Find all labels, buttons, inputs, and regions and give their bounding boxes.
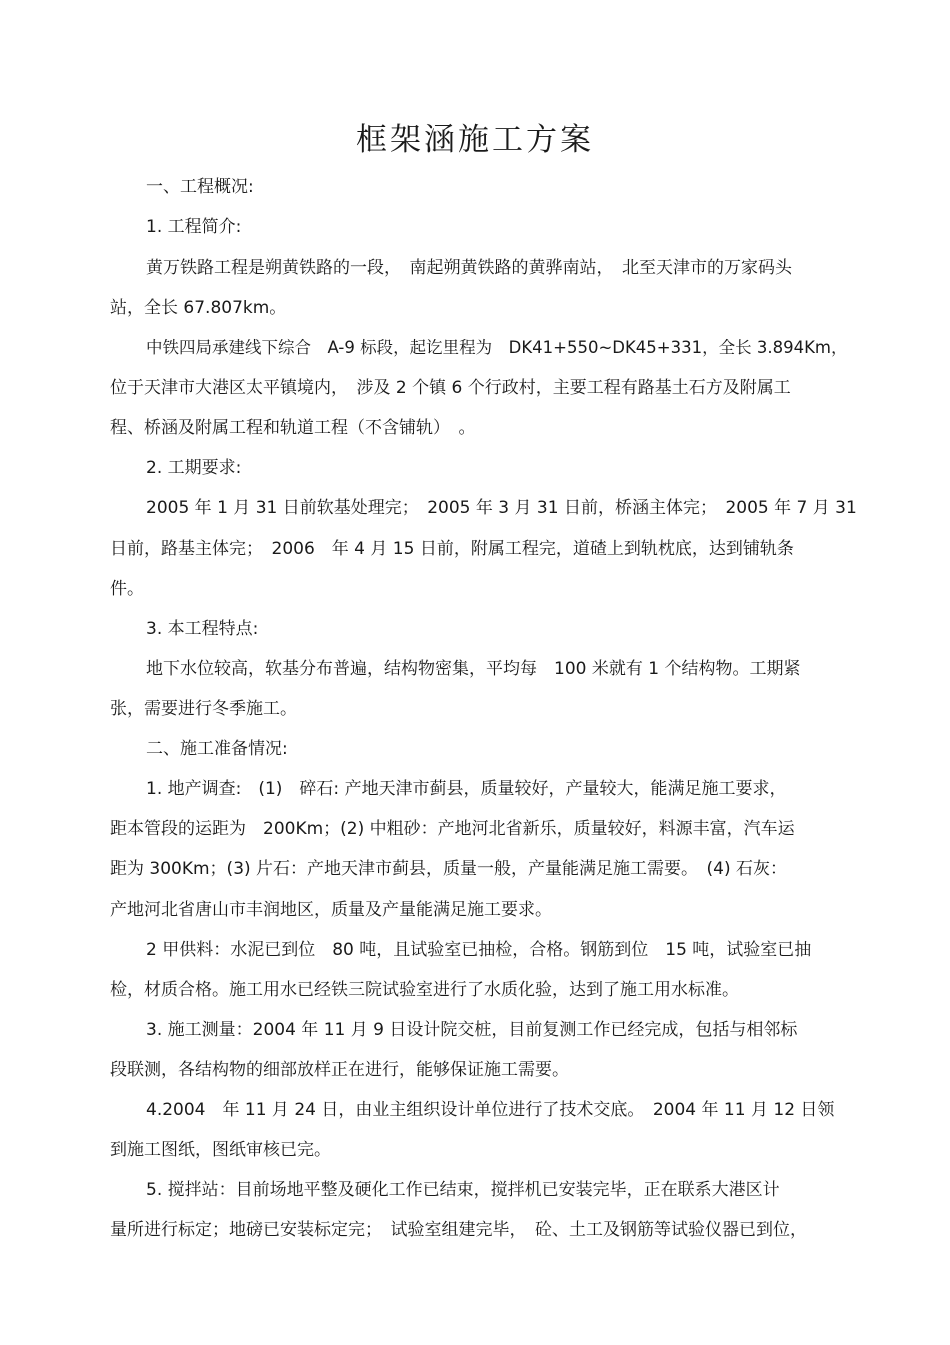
section-heading-overview: 一、工程概况: <box>146 177 254 197</box>
paragraph-line: 日前，路基主体完； 2006 年 4 月 15 日前，附属工程完，道碴上到轨枕底，达到铺轨条 <box>110 539 794 559</box>
document-title: 框架涵施工方案 <box>356 122 594 158</box>
paragraph-line: 2 甲供料：水泥已到位 80 吨，且试验室已抽检，合格。钢筋到位 15 吨，试验室已抽 <box>146 940 812 960</box>
subheading-intro: 1. 工程简介: <box>146 217 242 237</box>
subheading-features: 3. 本工程特点: <box>146 619 259 639</box>
paragraph-line: 中铁四局承建线下综合 A-9 标段，起讫里程为 DK41+550~DK45+331，全长 3.894Km， <box>146 338 848 357</box>
paragraph-line: 张，需要进行冬季施工。 <box>110 699 297 719</box>
paragraph-line: 1. 地产调查: (1) 碎石: 产地天津市蓟县，质量较好，产量较大，能满足施工要求， <box>146 779 787 799</box>
paragraph-line: 位于天津市大港区太平镇境内， 涉及 2 个镇 6 个行政村，主要工程有路基土石方及附属工 <box>110 378 791 398</box>
paragraph-line: 到施工图纸，图纸审核已完。 <box>110 1140 331 1160</box>
paragraph-line: 地下水位较高，软基分布普遍，结构物密集，平均每 100 米就有 1 个结构物。工期紧 <box>146 659 801 679</box>
subheading-schedule: 2. 工期要求: <box>146 458 242 478</box>
paragraph-line: 距本管段的运距为 200Km；(2) 中粗砂：产地河北省新乐，质量较好，料源丰富，汽车运 <box>110 819 795 839</box>
paragraph-line: 5. 搅拌站：目前场地平整及硬化工作已结束，搅拌机已安装完毕，正在联系大港区计 <box>146 1180 780 1200</box>
paragraph-line: 段联测，各结构物的细部放样正在进行，能够保证施工需要。 <box>110 1060 569 1080</box>
paragraph-line: 2005 年 1 月 31 日前软基处理完； 2005 年 3 月 31 日前，桥涵主体完； 2005 年 7 月 31 <box>146 498 857 518</box>
paragraph-line: 3. 施工测量：2004 年 11 月 9 日设计院交桩，目前复测工作已经完成，包括与相邻标 <box>146 1020 798 1040</box>
section-heading-preparation: 二、施工准备情况: <box>146 739 288 759</box>
paragraph-line: 4.2004 年 11 月 24 日，由业主组织设计单位进行了技术交底。 2004 年 11 月 12 日领 <box>146 1100 835 1120</box>
paragraph-line: 件。 <box>110 579 144 599</box>
paragraph-line: 检，材质合格。施工用水已经铁三院试验室进行了水质化验，达到了施工用水标准。 <box>110 980 739 1000</box>
paragraph-line: 黄万铁路工程是朔黄铁路的一段， 南起朔黄铁路的黄骅南站， 北至天津市的万家码头 <box>146 258 792 278</box>
paragraph-line: 站，全长 67.807km。 <box>110 298 287 318</box>
paragraph-line: 产地河北省唐山市丰润地区，质量及产量能满足施工要求。 <box>110 900 552 920</box>
paragraph-line: 量所进行标定；地磅已安装标定完； 试验室组建完毕， 砼、土工及钢筋等试验仪器已到位， <box>110 1220 807 1240</box>
paragraph-line: 距为 300Km；(3) 片石：产地天津市蓟县，质量一般，产量能满足施工需要。 (4) 石灰： <box>110 859 788 879</box>
paragraph-line: 程、桥涵及附属工程和轨道工程（不含铺轨） 。 <box>110 418 476 438</box>
